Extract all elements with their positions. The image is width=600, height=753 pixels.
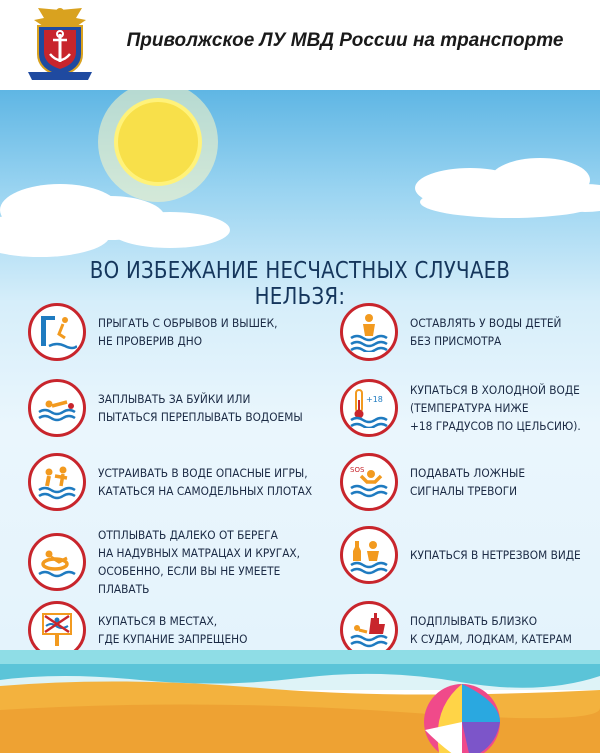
sos-swimmer-icon [340, 453, 398, 511]
beach-background [0, 650, 600, 753]
rule-text: КУПАТЬСЯ В НЕТРЕЗВОМ ВИДЕ [410, 548, 581, 562]
rule-item [340, 303, 600, 361]
mvd-emblem-icon [24, 4, 96, 86]
rule-item [28, 453, 343, 511]
rule-item [28, 526, 343, 598]
rule-text: ПОДПЛЫВАТЬ БЛИЗКО К СУДАМ, ЛОДКАМ, КАТЕРАМ [410, 614, 572, 646]
rule-item [340, 526, 600, 584]
header [0, 0, 600, 90]
child-in-water-icon [340, 303, 398, 361]
rule-item [28, 379, 343, 437]
rule-text: КУПАТЬСЯ В МЕСТАХ, ГДЕ КУПАНИЕ ЗАПРЕЩЕНО [98, 614, 248, 646]
diving-cliff-icon [28, 303, 86, 361]
badge-text: +18 [366, 395, 383, 404]
cold-water-thermometer-icon [340, 379, 398, 437]
swimmer-buoys-icon [28, 379, 86, 437]
rule-text: ЗАПЛЫВАТЬ ЗА БУЙКИ ИЛИ ПЫТАТЬСЯ ПЕРЕПЛЫВАТЬ ВОДОЕМЫ [98, 392, 303, 424]
rule-text: УСТРАИВАТЬ В ВОДЕ ОПАСНЫЕ ИГРЫ, КАТАТЬСЯ НА САМОДЕЛЬНЫХ ПЛОТАХ [98, 466, 313, 498]
rule-text: ПОДАВАТЬ ЛОЖНЫЕ СИГНАЛЫ ТРЕВОГИ [410, 466, 526, 498]
dangerous-games-icon [28, 453, 86, 511]
inflatable-ring-icon [28, 533, 86, 591]
main-heading: ВО ИЗБЕЖАНИЕ НЕСЧАСТНЫХ СЛУЧАЕВ НЕЛЬЗЯ: [89, 258, 511, 310]
rule-item [28, 303, 343, 361]
drunk-swimmer-icon [340, 526, 398, 584]
rule-item [340, 379, 600, 437]
rule-text: ОТПЛЫВАТЬ ДАЛЕКО ОТ БЕРЕГА НА НАДУВНЫХ МАТРАЦАХ И КРУГАХ, ОСОБЕННО, ЕСЛИ ВЫ НЕ УМЕЕТЕ ПЛАВАТЬ [98, 528, 301, 596]
rule-text: ПРЫГАТЬ С ОБРЫВОВ И ВЫШЕК, НЕ ПРОВЕРИВ ДНО [98, 316, 278, 348]
rule-item [340, 453, 600, 511]
org-title: Приволжское ЛУ МВД России на транспорте [126, 30, 564, 51]
rule-text: КУПАТЬСЯ В ХОЛОДНОЙ ВОДЕ (ТЕМПЕРАТУРА НИЖЕ +18 ГРАДУСОВ ПО ЦЕЛЬСИЮ). [410, 383, 581, 433]
rule-text: ОСТАВЛЯТЬ У ВОДЫ ДЕТЕЙ БЕЗ ПРИСМОТРА [410, 316, 562, 348]
badge-text: SOS [350, 466, 365, 474]
